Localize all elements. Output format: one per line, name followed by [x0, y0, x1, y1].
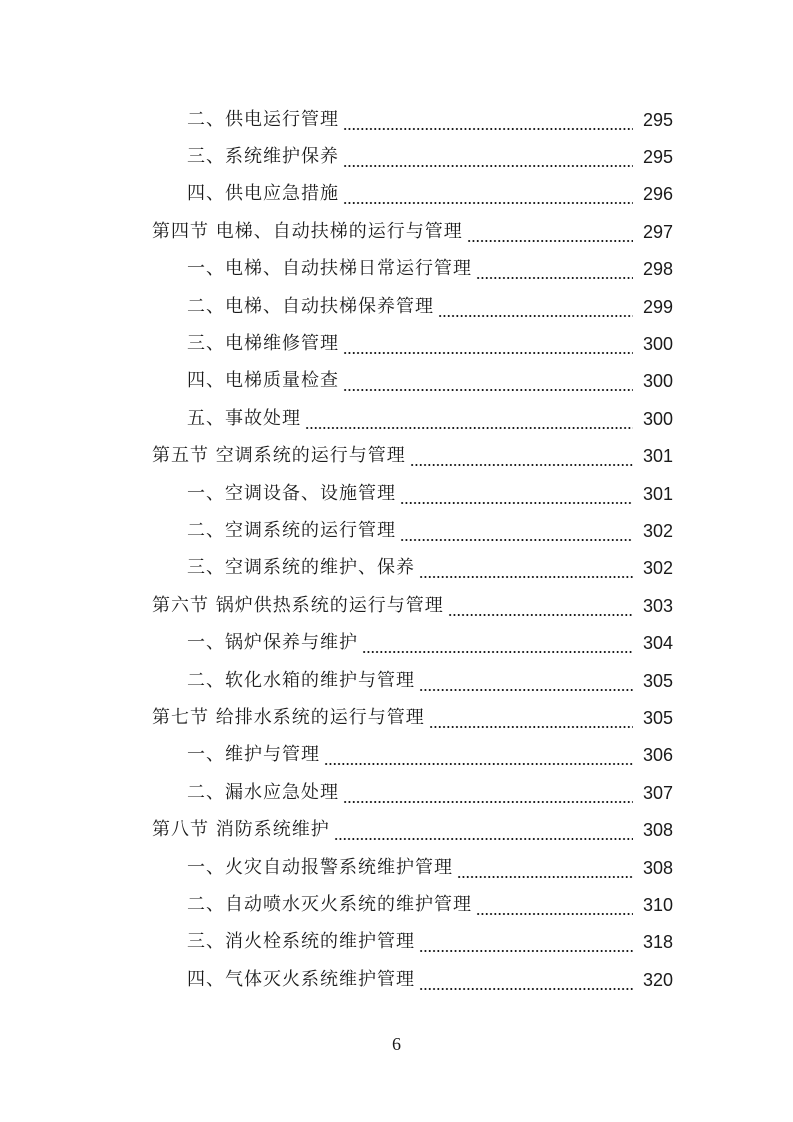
toc-entry-page: 308	[642, 857, 673, 878]
toc-dot-leader	[343, 150, 633, 168]
toc-subsection-entry[interactable]	[0, 624, 793, 661]
toc-entry-page: 318	[642, 932, 673, 953]
toc-dot-leader	[419, 935, 633, 953]
toc-dot-leader	[334, 823, 633, 841]
toc-section-entry[interactable]	[0, 587, 793, 624]
toc-entry-page: 306	[642, 745, 673, 766]
toc-dot-leader	[419, 561, 633, 579]
toc-entry-page: 300	[642, 371, 673, 392]
toc-entry-title: 四、电梯质量检查	[187, 370, 339, 392]
toc-entry-title: 四、供电应急措施	[187, 183, 339, 205]
toc-entry-page: 305	[642, 670, 673, 691]
page-number: 6	[392, 1034, 401, 1054]
toc-subsection-entry[interactable]	[0, 886, 793, 923]
toc-subsection-entry[interactable]	[0, 475, 793, 512]
toc-dot-leader	[410, 449, 633, 467]
toc-dot-leader	[343, 113, 633, 131]
toc-entry-page: 305	[642, 707, 673, 728]
toc-dot-leader	[400, 524, 633, 542]
toc-entry-title: 二、自动喷水灭火系统的维护管理	[187, 893, 472, 915]
toc-entry-title: 第四节 电梯、自动扶梯的运行与管理	[152, 220, 463, 242]
toc-dot-leader	[476, 898, 633, 916]
toc-subsection-entry[interactable]	[0, 325, 793, 362]
toc-entry-title: 二、供电运行管理	[187, 108, 339, 130]
toc-entry-title: 三、电梯维修管理	[187, 333, 339, 355]
toc-entry-title: 第七节 给排水系统的运行与管理	[152, 706, 425, 728]
toc-entry-title: 一、电梯、自动扶梯日常运行管理	[187, 258, 472, 280]
toc-entry-page: 300	[642, 334, 673, 355]
toc-section-entry[interactable]	[0, 213, 793, 250]
toc-entry-page: 302	[642, 558, 673, 579]
toc-entry-page: 296	[642, 184, 673, 205]
toc-section-entry[interactable]	[0, 811, 793, 848]
toc-dot-leader	[362, 636, 633, 654]
toc-subsection-entry[interactable]	[0, 849, 793, 886]
toc-dot-leader	[343, 337, 633, 355]
toc-dot-leader	[343, 187, 633, 205]
toc-entry-page: 303	[642, 595, 673, 616]
toc-entry-page: 300	[642, 408, 673, 429]
toc-dot-leader	[400, 487, 633, 505]
toc-dot-leader	[467, 225, 633, 243]
toc-subsection-entry[interactable]	[0, 101, 793, 138]
toc-entry-title: 第八节 消防系统维护	[152, 819, 330, 841]
toc-entry-page: 308	[642, 820, 673, 841]
table-of-contents	[0, 101, 793, 998]
toc-subsection-entry[interactable]	[0, 288, 793, 325]
toc-entry-page: 320	[642, 969, 673, 990]
toc-dot-leader	[324, 748, 633, 766]
toc-entry-page: 307	[642, 782, 673, 803]
toc-section-entry[interactable]	[0, 438, 793, 475]
toc-entry-page: 302	[642, 520, 673, 541]
toc-entry-title: 第五节 空调系统的运行与管理	[152, 445, 406, 467]
toc-subsection-entry[interactable]	[0, 662, 793, 699]
toc-dot-leader	[438, 300, 633, 318]
toc-dot-leader	[305, 412, 633, 430]
toc-entry-title: 三、空调系统的维护、保养	[187, 557, 415, 579]
toc-subsection-entry[interactable]	[0, 138, 793, 175]
toc-dot-leader	[429, 711, 633, 729]
toc-entry-page: 299	[642, 296, 673, 317]
toc-dot-leader	[448, 599, 633, 617]
toc-subsection-entry[interactable]	[0, 251, 793, 288]
toc-entry-page: 301	[642, 483, 673, 504]
toc-dot-leader	[419, 674, 633, 692]
toc-entry-title: 三、系统维护保养	[187, 146, 339, 168]
toc-entry-title: 三、消火栓系统的维护管理	[187, 931, 415, 953]
toc-subsection-entry[interactable]	[0, 363, 793, 400]
toc-dot-leader	[476, 262, 633, 280]
toc-subsection-entry[interactable]	[0, 400, 793, 437]
toc-entry-page: 297	[642, 221, 673, 242]
toc-entry-page: 310	[642, 894, 673, 915]
toc-entry-title: 一、火灾自动报警系统维护管理	[187, 856, 453, 878]
toc-subsection-entry[interactable]	[0, 961, 793, 998]
toc-entry-title: 二、电梯、自动扶梯保养管理	[187, 295, 434, 317]
toc-entry-page: 295	[642, 147, 673, 168]
toc-entry-title: 二、空调系统的运行管理	[187, 519, 396, 541]
toc-entry-title: 二、漏水应急处理	[187, 781, 339, 803]
toc-dot-leader	[343, 374, 633, 392]
toc-entry-title: 五、事故处理	[187, 407, 301, 429]
toc-entry-page: 304	[642, 633, 673, 654]
toc-subsection-entry[interactable]	[0, 737, 793, 774]
toc-subsection-entry[interactable]	[0, 774, 793, 811]
toc-entry-page: 295	[642, 109, 673, 130]
toc-dot-leader	[343, 786, 633, 804]
toc-subsection-entry[interactable]	[0, 512, 793, 549]
toc-entry-title: 四、气体灭火系统维护管理	[187, 968, 415, 990]
toc-section-entry[interactable]	[0, 699, 793, 736]
toc-dot-leader	[457, 861, 633, 879]
toc-subsection-entry[interactable]	[0, 176, 793, 213]
toc-entry-title: 一、维护与管理	[187, 744, 320, 766]
toc-entry-title: 二、软化水箱的维护与管理	[187, 669, 415, 691]
toc-entry-title: 第六节 锅炉供热系统的运行与管理	[152, 594, 444, 616]
toc-subsection-entry[interactable]	[0, 550, 793, 587]
toc-entry-title: 一、锅炉保养与维护	[187, 632, 358, 654]
toc-entry-page: 301	[642, 446, 673, 467]
toc-dot-leader	[419, 973, 633, 991]
toc-subsection-entry[interactable]	[0, 924, 793, 961]
toc-entry-title: 一、空调设备、设施管理	[187, 482, 396, 504]
toc-entry-page: 298	[642, 259, 673, 280]
